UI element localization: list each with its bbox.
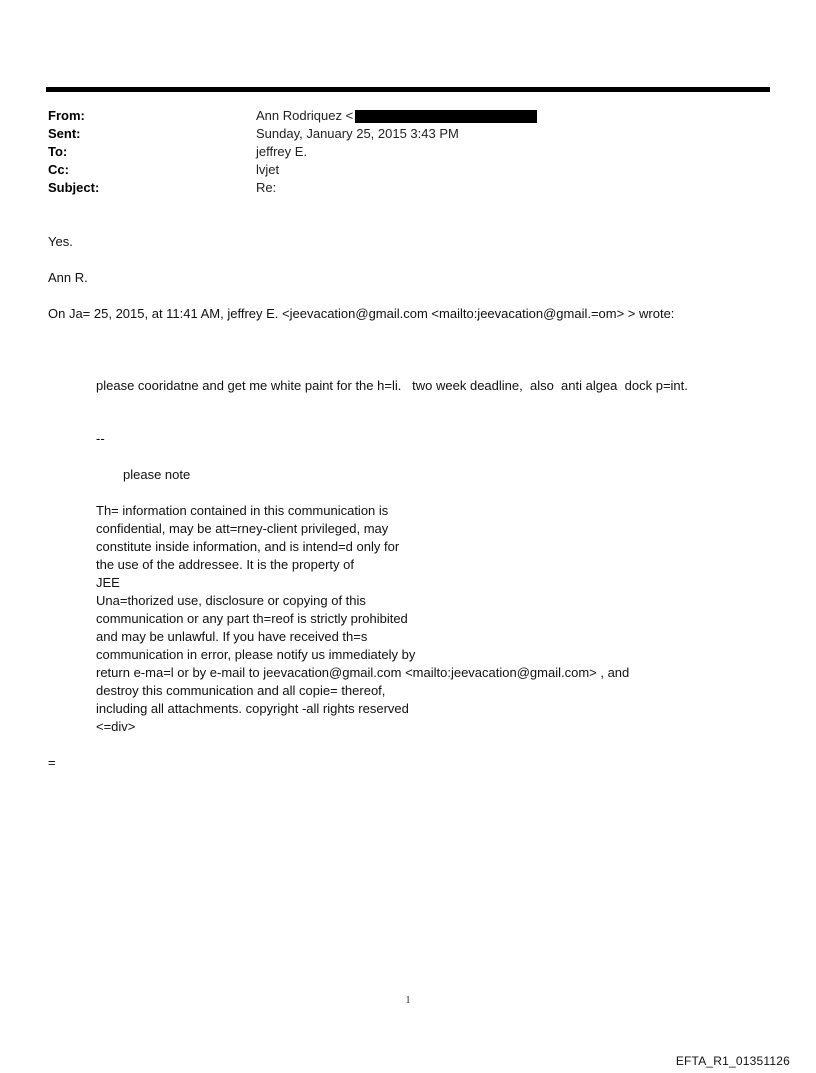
disclaimer-line: return e-ma=l or by e-mail to jeevacation@gmail.com <mailto:jeevacation@gmail.com> , and [96, 665, 630, 680]
to-label: To: [48, 144, 68, 159]
disclaimer-line: JEE [96, 575, 120, 590]
disclaimer-line: the use of the addressee. It is the property of [96, 557, 354, 572]
disclaimer-line: Una=thorized use, disclosure or copying of this [96, 593, 366, 608]
confidentiality-disclaimer [96, 502, 629, 736]
subject-label: Subject: [48, 180, 100, 195]
trailing-equals: = [48, 755, 56, 770]
quoted-message: please cooridatne and get me white paint for the h=li. two week deadline, also anti algea dock p=int. [96, 378, 688, 393]
disclaimer-line: constitute inside information, and is intend=d only for [96, 539, 400, 554]
cc-label: Cc: [48, 162, 69, 177]
signature: Ann R. [48, 270, 88, 285]
cc-row [48, 161, 768, 179]
disclaimer-line: communication or any part th=reof is strictly prohibited [96, 611, 408, 626]
sent-row [48, 125, 768, 143]
disclaimer-line: including all attachments. copyright -all rights reserved [96, 701, 409, 716]
disclaimer-line: confidential, may be att=rney-client privileged, may [96, 521, 389, 536]
from-value [256, 107, 537, 125]
to-row [48, 143, 768, 161]
from-row [48, 107, 768, 125]
quote-header: On Ja= 25, 2015, at 11:41 AM, jeffrey E. <jeevacation@gmail.com <mailto:jeevacation@gmail.=om> > wrote: [48, 306, 675, 321]
reply-text: Yes. [48, 234, 73, 249]
note-heading: please note [123, 467, 191, 482]
redaction-bar [355, 110, 537, 123]
to-value: jeffrey E. [256, 144, 308, 159]
bates-number: EFTA_R1_01351126 [675, 1054, 790, 1068]
cc-value: lvjet [256, 162, 280, 177]
sent-label: Sent: [48, 126, 81, 141]
disclaimer-line: <=div> [96, 719, 136, 734]
disclaimer-line: communication in error, please notify us immediately by [96, 647, 416, 662]
sent-value: Sunday, January 25, 2015 3:43 PM [256, 126, 459, 141]
subject-row [48, 179, 768, 197]
disclaimer-line: Th= information contained in this communication is [96, 503, 389, 518]
from-name: Ann Rodriquez < [256, 108, 354, 123]
disclaimer-line: and may be unlawful. If you have received th=s [96, 629, 368, 644]
disclaimer-line: destroy this communication and all copie= thereof, [96, 683, 386, 698]
page-number: 1 [405, 995, 411, 1006]
header-divider [46, 87, 770, 92]
signature-separator: -- [96, 431, 105, 446]
from-label: From: [48, 108, 85, 123]
subject-value: Re: [256, 180, 277, 195]
email-header [48, 107, 768, 197]
